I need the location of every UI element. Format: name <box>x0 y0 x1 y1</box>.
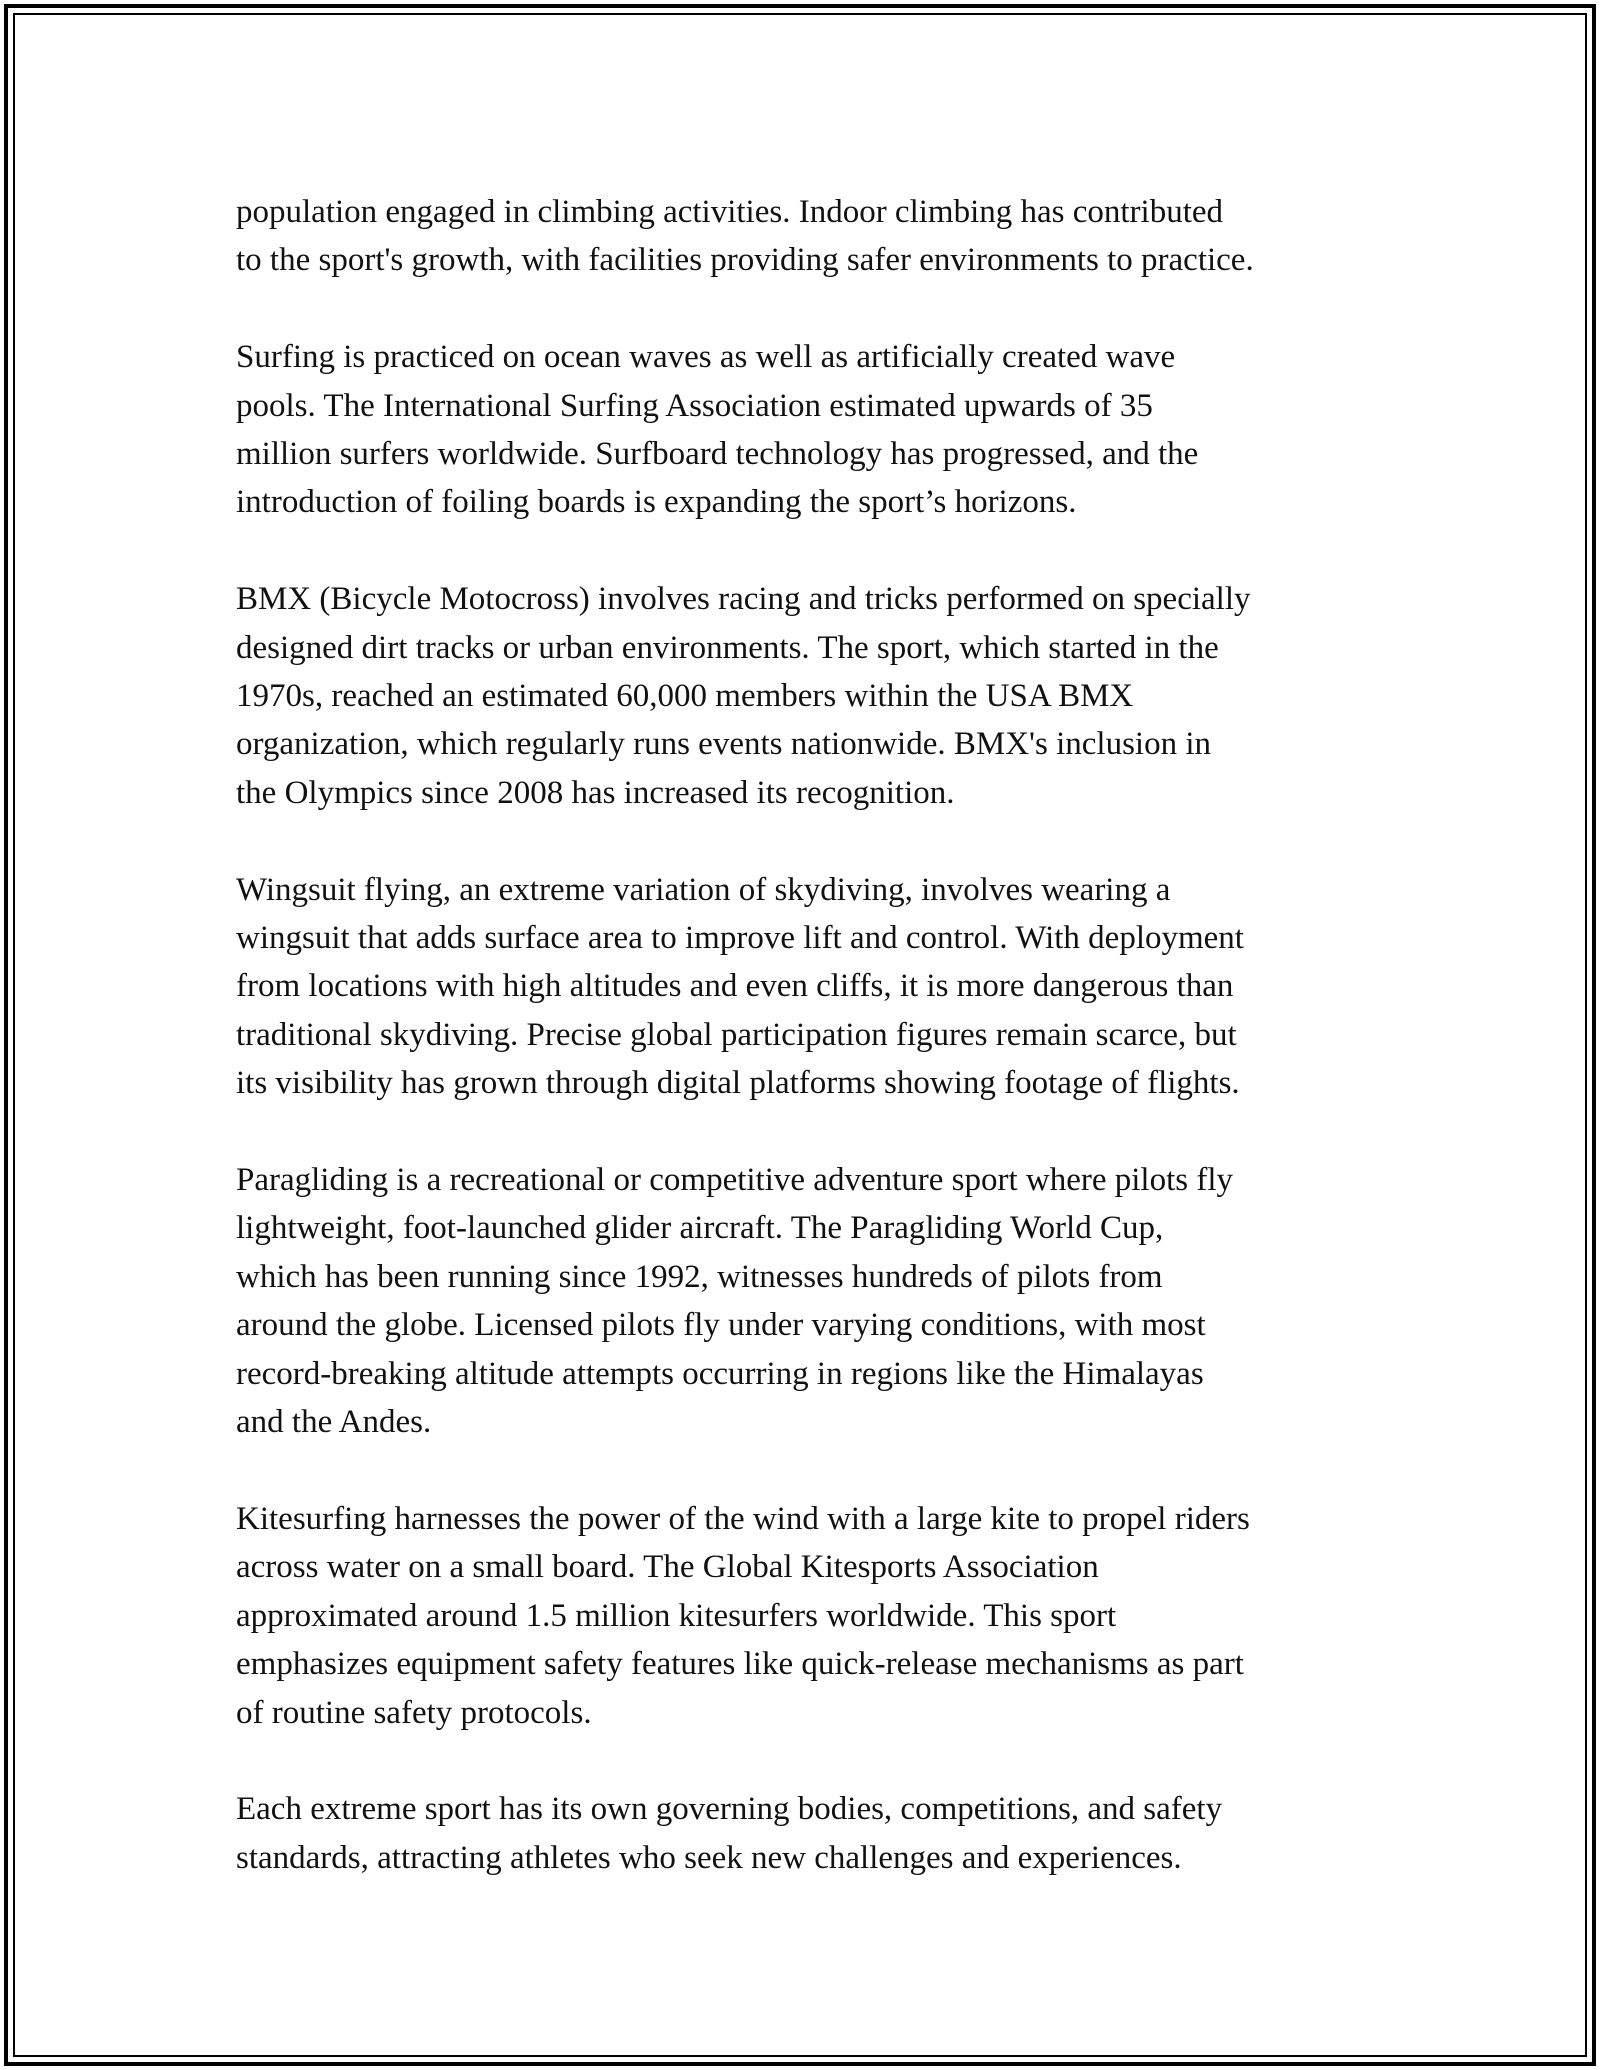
text-line: approximated around 1.5 million kitesurfers worldwide. This sport <box>236 1597 1117 1634</box>
text-line: 1970s, reached an estimated 60,000 members within the USA BMX <box>236 678 1134 715</box>
text-line: standards, attracting athletes who seek new challenges and experiences. <box>236 1839 1182 1876</box>
text-line: pools. The International Surfing Association estimated upwards of 35 <box>236 387 1153 424</box>
paragraph-conclusion <box>236 1785 1396 1882</box>
paragraph-surfing <box>236 333 1396 527</box>
paragraph-wingsuit <box>236 866 1396 1108</box>
text-line: and the Andes. <box>236 1404 432 1441</box>
paragraph-climbing <box>236 188 1396 285</box>
paragraph-paragliding <box>236 1156 1396 1446</box>
paragraph-bmx <box>236 575 1396 817</box>
text-line: wingsuit that adds surface area to improve lift and control. With deployment <box>236 920 1244 957</box>
text-line: around the globe. Licensed pilots fly under varying conditions, with most <box>236 1307 1206 1344</box>
text-line: Surfing is practiced on ocean waves as well as artificially created wave <box>236 339 1176 376</box>
text-line: million surfers worldwide. Surfboard technology has progressed, and the <box>236 436 1199 473</box>
paragraph-kitesurfing <box>236 1495 1396 1737</box>
text-line: organization, which regularly runs events nationwide. BMX's inclusion in <box>236 726 1211 763</box>
text-line: emphasizes equipment safety features like quick-release mechanisms as part <box>236 1646 1244 1683</box>
text-line: Paragliding is a recreational or competitive adventure sport where pilots fly <box>236 1162 1234 1199</box>
text-line: the Olympics since 2008 has increased its recognition. <box>236 774 955 811</box>
text-line: lightweight, foot-launched glider aircraft. The Paragliding World Cup, <box>236 1210 1164 1247</box>
text-line: BMX (Bicycle Motocross) involves racing and tricks performed on specially <box>236 581 1251 618</box>
text-line: designed dirt tracks or urban environments. The sport, which started in the <box>236 629 1219 666</box>
text-line: introduction of foiling boards is expanding the sport’s horizons. <box>236 484 1077 521</box>
text-line: Each extreme sport has its own governing bodies, competitions, and safety <box>236 1791 1223 1828</box>
text-line: across water on a small board. The Global Kitesports Association <box>236 1549 1099 1586</box>
text-line: record-breaking altitude attempts occurring in regions like the Himalayas <box>236 1355 1204 1392</box>
text-line: of routine safety protocols. <box>236 1694 592 1731</box>
text-line: Kitesurfing harnesses the power of the wind with a large kite to propel riders <box>236 1500 1250 1537</box>
text-line: to the sport's growth, with facilities providing safer environments to practice. <box>236 242 1254 279</box>
text-line: its visibility has grown through digital platforms showing footage of flights. <box>236 1065 1240 1102</box>
text-line: from locations with high altitudes and even cliffs, it is more dangerous than <box>236 968 1234 1005</box>
text-line: population engaged in climbing activities. Indoor climbing has contributed <box>236 194 1224 230</box>
text-line: traditional skydiving. Precise global participation figures remain scarce, but <box>236 1016 1237 1053</box>
text-line: Wingsuit flying, an extreme variation of skydiving, involves wearing a <box>236 871 1171 908</box>
document-body <box>236 188 1396 1882</box>
text-line: which has been running since 1992, witnesses hundreds of pilots from <box>236 1258 1163 1295</box>
